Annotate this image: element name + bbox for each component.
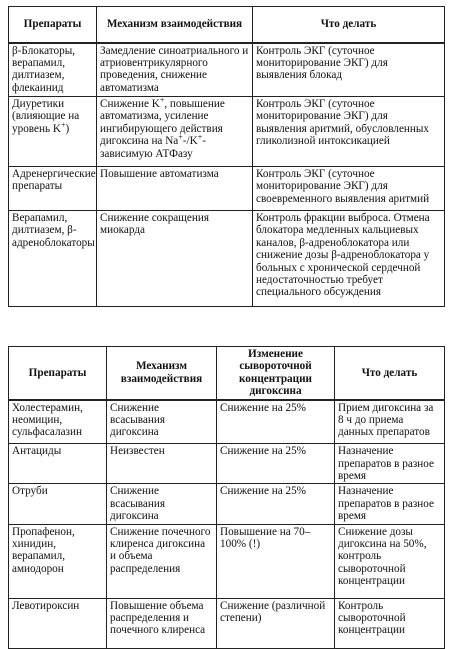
table-cell: Контроль ЭКГ (суточное мониторирование ЭКГ) для выявления блокад	[253, 43, 445, 97]
table-caption-truncated	[8, 334, 444, 344]
table-cell: Диуретики (влияющие на уровень K+)	[9, 97, 97, 167]
table-antiarrhythmic-interactions	[8, 6, 445, 307]
table-cell: Снижение на 25%	[217, 484, 335, 524]
table-cell: Снижение всасывания дигоксина	[107, 400, 217, 444]
column-header: Механизм взаимодействия	[107, 347, 217, 400]
column-header: Механизм взаимодействия	[97, 7, 253, 43]
column-header: Изменение сывороточной концентрации дигоксина	[217, 347, 335, 400]
table-row	[9, 400, 445, 444]
table-cell: Снижение K+, повышение автоматизма, усиление ингибирующего действия дигоксина на Na+-/K+-зависимую АТФазу	[97, 97, 253, 167]
table-cell: Назначение препаратов в разное время	[335, 444, 445, 484]
column-header: Препараты	[9, 7, 97, 43]
table-cell: Пропафенон, хинидин, верапамил, амиодорон	[9, 524, 107, 598]
table-header-row	[9, 347, 445, 400]
table-cell: Замедление синоатриального и атриовентрикулярного проведения, снижение автоматизма	[97, 43, 253, 97]
table-cell: Снижение почечного клиренса дигоксина и объема распределения	[107, 524, 217, 598]
table-cell: Снижение на 25%	[217, 400, 335, 444]
table-row	[9, 211, 445, 307]
table-cell: Прием дигоксина за 8 ч до приема данных препаратов	[335, 400, 445, 444]
table-cell: Назначение препаратов в разное время	[335, 484, 445, 524]
table-cell: Повышение объема распределения и почечного клиренса	[107, 598, 217, 648]
table-cell: Левотироксин	[9, 598, 107, 648]
table-cell: Снижение дозы дигоксина на 50%, контроль сывороточной концентрации	[335, 524, 445, 598]
table-cell: Контроль сывороточной концентрации	[335, 598, 445, 648]
table-cell: Контроль ЭКГ (суточное мониторирование ЭКГ) для своевременного выявления аритмий	[253, 167, 445, 211]
table-cell: Повышение автоматизма	[97, 167, 253, 211]
table-cell: Неизвестен	[107, 444, 217, 484]
table-cell: β-Блокаторы, верапамил, дилтиазем, флекаинид	[9, 43, 97, 97]
table-cell: Холестерамин, неомицин, сульфасалазин	[9, 400, 107, 444]
column-header: Препараты	[9, 347, 107, 400]
table-cell: Снижение на 25%	[217, 444, 335, 484]
column-header: Что делать	[253, 7, 445, 43]
table-cell: Антациды	[9, 444, 107, 484]
table-cell: Контроль ЭКГ (суточное мониторирование ЭКГ) для выявления аритмий, обусловленных гликолизной интоксикацией	[253, 97, 445, 167]
table-cell: Снижение всасывания дигоксина	[107, 484, 217, 524]
table-row	[9, 167, 445, 211]
table-row	[9, 524, 445, 598]
table-row	[9, 484, 445, 524]
table-digoxin-interactions	[8, 346, 445, 649]
table-header-row	[9, 7, 445, 43]
table-cell: Повышение на 70–100% (!)	[217, 524, 335, 598]
table-row	[9, 43, 445, 97]
table-row	[9, 97, 445, 167]
table-cell: Отруби	[9, 484, 107, 524]
table-row	[9, 598, 445, 648]
table-cell: Верапамил, дилтиазем, β-адреноблокаторы	[9, 211, 97, 307]
table-row	[9, 444, 445, 484]
table-cell: Адренергические препараты	[9, 167, 97, 211]
column-header: Что делать	[335, 347, 445, 400]
table-cell: Контроль фракции выброса. Отмена блокатора медленных кальциевых каналов, β-адреноблокатора или снижение дозы β-адреноблокатора у больных с хронической сердечной недостаточностью требует специального обсуждения	[253, 211, 445, 307]
table-cell: Снижение сокращения миокарда	[97, 211, 253, 307]
table-cell: Снижение (различной степени)	[217, 598, 335, 648]
